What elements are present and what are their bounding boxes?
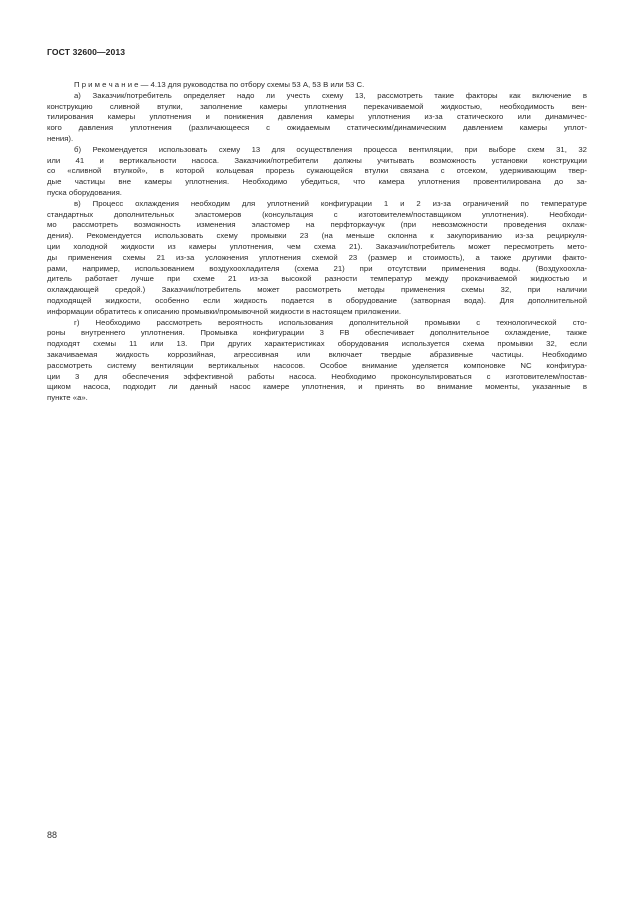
text-line: нения). — [47, 133, 74, 143]
text-line: П р и м е ч а н и е — 4.13 для руководства по отбору схемы 53 А, 53 В или 53 С. — [74, 80, 365, 89]
text-line: а) Заказчик/потребитель определяет надо ли учесть схему 13, рассмотреть такие факторы как включение в — [74, 90, 587, 100]
document-body — [47, 80, 587, 404]
page-header: ГОСТ 32600—2013 — [47, 47, 126, 57]
text-line: кого давления уплотнения (различающееся с ожидаемым статическим/динамическим давлением камеры уплот- — [47, 123, 587, 133]
text-line: стандартных дополнительных эластомеров (консультация с изготовителем/поставщиком уплотнения). Необходи- — [47, 209, 587, 219]
text-line: ции холодной жидкости из камеры уплотнения, чем схема 21). Заказчик/потребитель может пересмотреть мето- — [47, 241, 587, 251]
text-line: дые частицы вне камеры уплотнения. Необходимо убедиться, что камера уплотнения провентилирована до за- — [47, 177, 587, 187]
text-line: ды применения схемы 21 из-за усложнения уплотнения схемой 23 (размер и стоимость), а также другими факто- — [47, 252, 587, 262]
text-line: роны внутреннего уплотнения. Промывка конфигурации 3 FB обеспечивает дополнительное охлаждение, также — [47, 328, 587, 338]
text-line: закачиваемая жидкость коррозийная, агрессивная или включает твердые абразивные частицы. Необходимо — [47, 349, 587, 359]
text-line: пункте «а». — [47, 393, 88, 403]
text-line: в) Процесс охлаждения необходим для уплотнений конфигурации 1 и 2 из-за ограничений по температуре — [74, 198, 587, 208]
text-line: конструкцию сливной втулки, заполнение камеры уплотнения перекачиваемой жидкостью, необходимость вен- — [47, 101, 587, 111]
text-line: пуска оборудования. — [47, 187, 122, 197]
text-line: подходят схемы 11 или 13. При других характеристиках оборудования используется схема промывки 32, если — [47, 339, 587, 349]
text-line: мо рассмотреть возможность изменения эластомер на перфторкаучук (при невозможности проведения охлаж- — [47, 220, 587, 230]
text-line: или 41 и вертикальности насоса. Заказчики/потребители должны учитывать возможность установки конструкции — [47, 155, 587, 165]
text-line: ции 3 для обеспечения эффективной работы насоса. Необходимо проконсультироваться с изготовителем/постав- — [47, 371, 587, 381]
text-line: б) Рекомендуется использовать схему 13 для осуществления процесса вентиляции, при выборе схем 31, 32 — [74, 144, 587, 154]
text-line: подходящей жидкости, особенно если жидкость подается в оборудование (затворная вода). Для дополнительной — [47, 295, 587, 305]
text-line: тилирования камеры уплотнения и понижения давления камеры уплотнения из-за статического или динамичес- — [47, 112, 587, 122]
text-line: со «сливной втулкой», в которой кольцевая прорезь сужающейся втулки связана с отсеком, удерживающим твер- — [47, 166, 587, 176]
text-line: г) Необходимо рассмотреть вероятность использования дополнительной промывки с технологической сто- — [74, 317, 587, 327]
text-line: рассмотреть систему вентиляции вертикальных насосов. Особое внимание уделяется компоновке NC конфигура- — [47, 360, 587, 370]
text-line: рами, например, использованием воздухоохладителя (схема 21) при отсутствии применения воды. (Воздухоохла- — [47, 263, 587, 273]
page-number: 88 — [47, 830, 58, 840]
text-line: дитель работает лучше при схеме 21 из-за высокой разности температур между прокачиваемой жидкостью и — [47, 274, 587, 284]
text-line: щиком насоса, подходит ли данный насос камере уплотнения, и принять во внимание моменты, указанные в — [47, 382, 587, 392]
text-line: дения). Рекомендуется использовать схему промывки 23 (на меньше склонна к закупориванию из-за рециркуля- — [47, 231, 587, 241]
text-line: охлаждающей средой.) Заказчик/потребитель может рассмотреть методы применения схемы 32, при наличии — [47, 285, 587, 295]
text-line: информации обратитесь к описанию промывки/промывочной жидкости в настоящем приложении. — [47, 306, 402, 316]
